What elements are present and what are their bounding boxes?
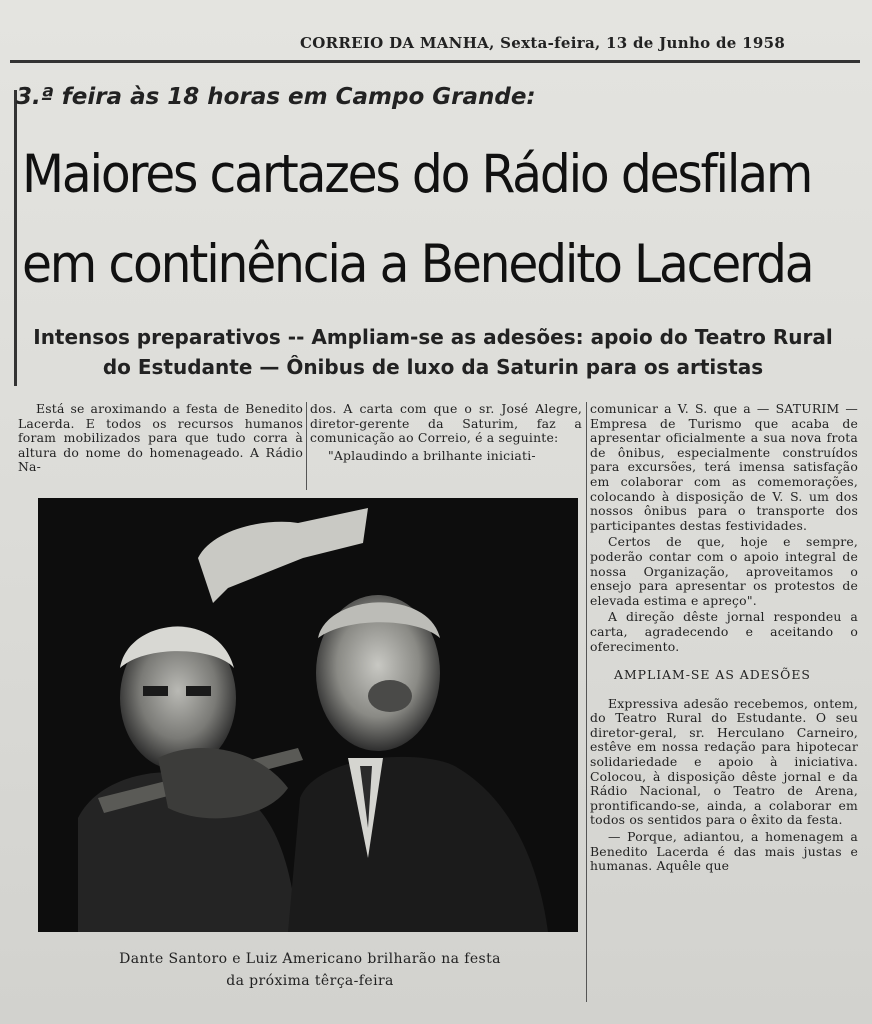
section-subhead: AMPLIAM-SE AS ADESÕES (614, 667, 811, 683)
deck-line-2: do Estudante — Ônibus de luxo da Saturin para os artistas (102, 355, 764, 379)
deck (28, 322, 838, 382)
news-photo (38, 498, 578, 932)
masthead: CORREIO DA MANHA, Sexta-feira, 13 de Junho de 1958 (300, 34, 786, 52)
column-3-paragraph: A direção dêste jornal respondeu a carta, agradecendo e aceitando o oferecimento. (590, 609, 858, 654)
kicker: 3.ª feira às 18 horas em Campo Grande: (16, 84, 536, 110)
column-2-paragraph: dos. A carta com que o sr. José Alegre, diretor-gerente da Saturim, faz a comunicação ao Correio, é a seguinte: (310, 401, 582, 446)
column-3-paragraph: Expressiva adesão recebemos, ontem, do Teatro Rural do Estudante. O seu diretor-geral, sr. Herculano Carneiro, estêve em nossa redação para hipotecar solidariedade e apoio à iniciativa. Colocou, à disposição dêste jornal e da Rádio Nacional, o Teatro de Arena, prontificando-se, ainda, a colaborar em todos os sentidos para o êxito da festa. (590, 695, 858, 828)
photo-illustration (38, 498, 578, 932)
caption-line-2: da próxima têrça-feira (226, 973, 394, 989)
column-divider (306, 402, 307, 490)
column-3-paragraph: comunicar a V. S. que a — SATURIM — Empresa de Turismo que acaba de apresentar oficialmente a sua nova frota de ônibus, especialmente construídos para excursões, terá imensa satisfação em colaborar com as comemorações, colocando à disposição de V. S. um dos nossos ônibus para o transporte dos participantes destas festividades. (590, 402, 858, 533)
column-2-paragraph: "Aplaudindo a brilhante iniciati- (328, 447, 536, 463)
column-3-paragraph: — Porque, adiantou, a homenagem a Benedito Lacerda é das mais justas e humanas. Aquêle que (590, 829, 858, 874)
column-1 (18, 402, 303, 478)
column-divider (586, 402, 587, 1002)
headline-line-1: Maiores cartazes do Rádio desfilam (22, 144, 812, 205)
headline (22, 130, 813, 310)
column-3 (590, 402, 858, 1004)
column-3-paragraph: Certos de que, hoje e sempre, poderão contar com o apoio integral de nossa Organização, aproveitamos o ensejo para apresentar os protestos de elevada estima e apreço". (590, 534, 858, 608)
left-border-rule (14, 90, 17, 386)
deck-line-1: Intensos preparativos -- Ampliam-se as adesões: apoio do Teatro Rural (33, 325, 833, 349)
caption-line-1: Dante Santoro e Luiz Americano brilharão na festa (119, 951, 501, 967)
masthead-rule (10, 60, 860, 63)
photo-caption (40, 948, 580, 992)
column-2 (310, 402, 582, 466)
column-1-paragraph: Está se aroximando a festa de Benedito Lacerda. E todos os recursos humanos foram mobilizados para que tudo corra à altura do nome do homenageado. A Rádio Na- (18, 401, 303, 475)
headline-line-2: em continência a Benedito Lacerda (22, 234, 813, 295)
